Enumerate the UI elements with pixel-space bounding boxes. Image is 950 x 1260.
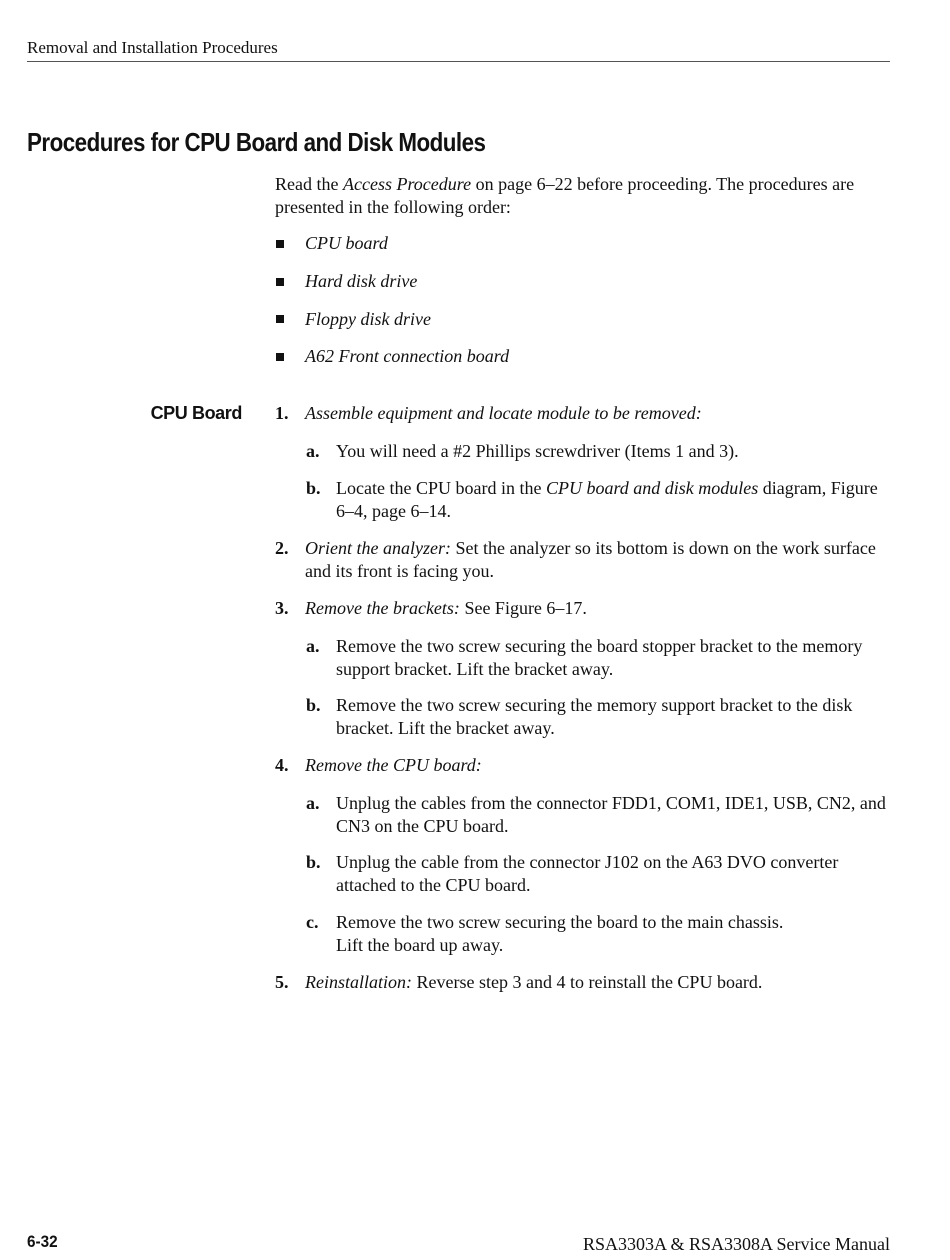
step-4-text: [305, 754, 895, 777]
step-4c-line-2: Lift the board up away.: [336, 934, 504, 955]
step-5-text: [305, 971, 895, 994]
bullet-marker: [276, 353, 284, 361]
step-4b-text: Unplug the cable from the connector J102 on the A63 DVO converter attached to the CPU board.: [336, 852, 839, 895]
step-1b-post: diagram, Figure 6–4, page 6–14.: [336, 478, 878, 521]
step-4-lead: Remove the CPU board:: [305, 755, 482, 775]
manual-title: RSA3303A & RSA3308A Service Manual: [582, 1234, 890, 1254]
order-item-front-connection-board: A62 Front connection board: [305, 346, 510, 366]
step-4a-text: Unplug the cables from the connector FDD1, COM1, IDE1, USB, CN2, and CN3 on the CPU board.: [336, 793, 886, 836]
step-5-body: Reverse step 3 and 4 to reinstall the CPU board.: [412, 972, 763, 992]
step-2-body: Set the analyzer so its bottom is down on the work surface and its front is facing you.: [305, 538, 876, 581]
intro-prefix: Read the: [275, 174, 343, 194]
order-item-floppy-disk: Floppy disk drive: [305, 309, 431, 329]
substep-letter: a.: [306, 441, 320, 461]
bullet-marker: [276, 315, 284, 323]
step-2-lead: Orient the analyzer:: [305, 538, 451, 558]
step-1-lead: Assemble equipment and locate module to be removed:: [305, 403, 702, 423]
order-item-cpu-board: CPU board: [305, 233, 388, 253]
page-number: 6-32: [27, 1232, 58, 1251]
intro-suffix: on page 6–22 before proceeding. The procedures are presented in the following order:: [275, 174, 855, 217]
step-4c-text: [336, 911, 896, 956]
step-1b-diagram-ref: CPU board and disk modules: [545, 478, 759, 498]
cpu-board-sidehead: CPU Board: [150, 403, 242, 423]
step-number: 3.: [275, 598, 289, 618]
step-1b-text: [336, 477, 896, 522]
running-header: Removal and Installation Procedures: [27, 37, 890, 62]
step-5-lead: Reinstallation:: [305, 972, 412, 992]
step-3a-text: Remove the two screw securing the board stopper bracket to the memory support bracket. Lift the bracket away.: [336, 636, 863, 679]
step-number: 4.: [275, 755, 289, 775]
substep-letter: b.: [306, 695, 321, 715]
section-title: Procedures for CPU Board and Disk Modules: [27, 127, 486, 157]
bullet-marker: [276, 240, 284, 248]
step-number: 2.: [275, 538, 289, 558]
step-2-text: [305, 537, 895, 582]
step-3b-text: Remove the two screw securing the memory support bracket to the disk bracket. Lift the bracket away.: [336, 695, 853, 738]
bullet-marker: [276, 278, 284, 286]
substep-letter: b.: [306, 852, 321, 872]
step-1a-text: You will need a #2 Phillips screwdriver (Items 1 and 3).: [336, 441, 739, 461]
step-3-body: See Figure 6–17.: [459, 598, 587, 618]
step-4c-line-1: Remove the two screw securing the board to the main chassis.: [336, 912, 784, 932]
substep-letter: a.: [306, 793, 320, 813]
step-1-text: [305, 402, 895, 425]
order-item-hard-disk: Hard disk drive: [305, 271, 418, 291]
access-procedure-ref: Access Procedure: [342, 174, 472, 194]
step-3-lead: Remove the brackets:: [305, 598, 460, 618]
substep-letter: a.: [306, 636, 320, 656]
step-number: 5.: [275, 972, 289, 992]
substep-letter: b.: [306, 478, 321, 498]
intro-paragraph: [275, 173, 890, 218]
substep-letter: c.: [306, 912, 319, 932]
step-3-text: [305, 597, 895, 620]
step-1b-pre: Locate the CPU board in the: [336, 478, 546, 498]
step-number: 1.: [275, 403, 289, 423]
